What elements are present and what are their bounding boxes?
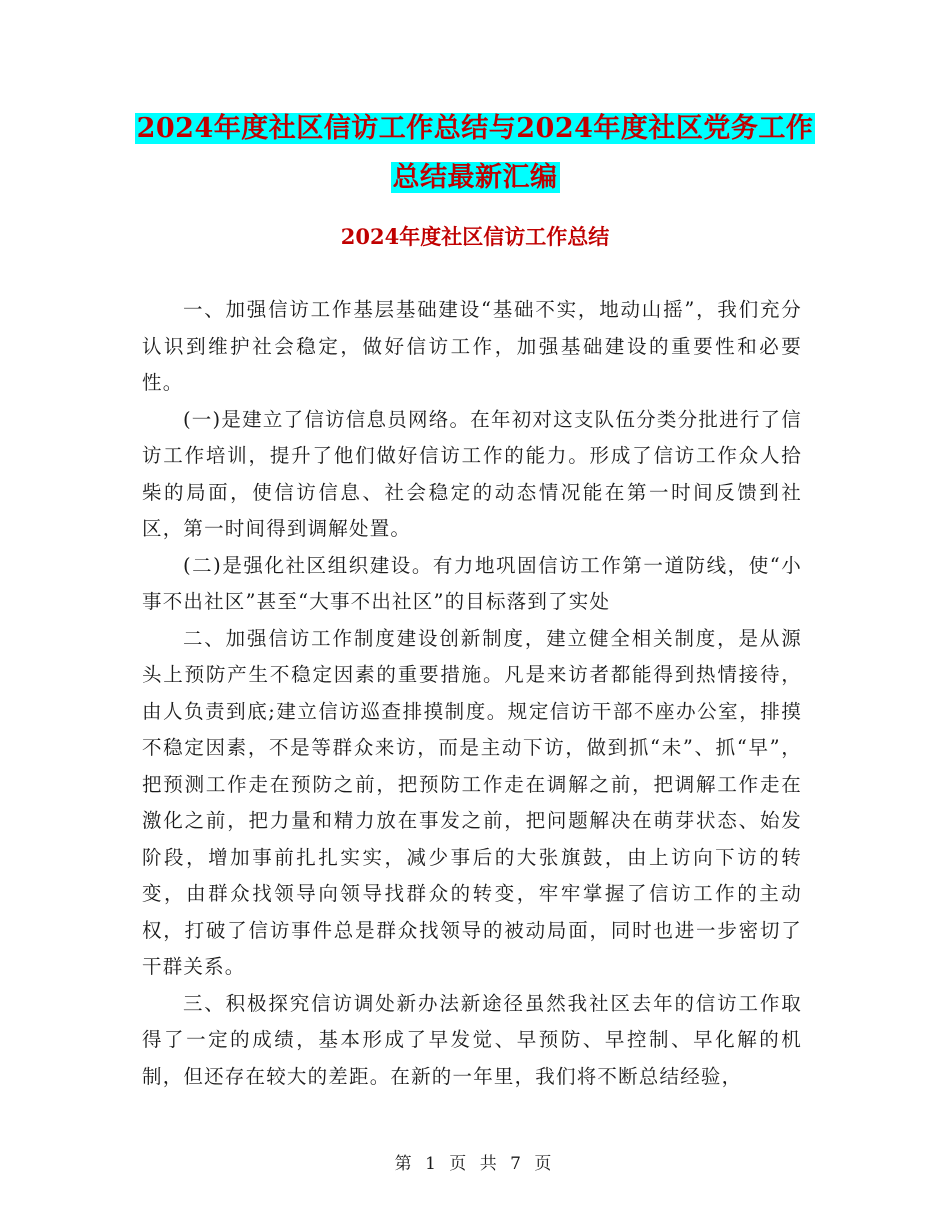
title-text-1: 2024年度社区信访工作总结与2024年度社区党务工作 <box>136 113 814 144</box>
title-line-2 <box>0 157 950 199</box>
paragraph-5: 三、积极探究信访调处新办法新途径虽然我社区去年的信访工作取得了一定的成绩，基本形成了早发觉、早预防、早控制、早化解的机制，但还存在较大的差距。在新的一年里，我们将不断总结经验， <box>142 991 802 1088</box>
document-title <box>0 108 950 199</box>
title-text-2: 总结最新汇编 <box>392 162 558 193</box>
paragraph-3: (二)是强化社区组织建设。有力地巩固信访工作第一道防线，使“小事不出社区”甚至“大事不出社区”的目标落到了实处 <box>142 553 802 613</box>
document-body <box>142 292 802 1095</box>
section-heading: 2024年度社区信访工作总结 <box>340 224 610 249</box>
paragraph-4: 二、加强信访工作制度建设创新制度，建立健全相关制度，是从源头上预防产生不稳定因素的重要措施。凡是来访者都能得到热情接待，由人负责到底;建立信访巡查排摸制度。规定信访干部不座办公室，排摸不稳定因素，不是等群众来访，而是主动下访，做到抓“未”、抓“早”，把预测工作走在预防之前，把预防工作走在调解之前，把调解工作走在激化之前，把力量和精力放在事发之前，把问题解决在萌芽状态、始发阶段，增加事前扎扎实实，减少事后的大张旗鼓，由上访向下访的转变，由群众找领导向领导找群众的转变，牢牢掌握了信访工作的主动权，打破了信访事件总是群众找领导的被动局面，同时也进一步密切了干群关系。 <box>142 626 802 978</box>
title-line-1 <box>0 108 950 150</box>
page-footer: 第 1 页 共 7 页 <box>394 1154 556 1174</box>
paragraph-2: (一)是建立了信访信息员网络。在年初对这支队伍分类分批进行了信访工作培训，提升了他们做好信访工作的能力。形成了信访工作众人拾柴的局面，使信访信息、社会稳定的动态情况能在第一时间反馈到社区，第一时间得到调解处置。 <box>142 407 802 540</box>
paragraph-1: 一、加强信访工作基层基础建设“基础不实，地动山摇”，我们充分认识到维护社会稳定，做好信访工作，加强基础建设的重要性和必要性。 <box>142 298 802 394</box>
